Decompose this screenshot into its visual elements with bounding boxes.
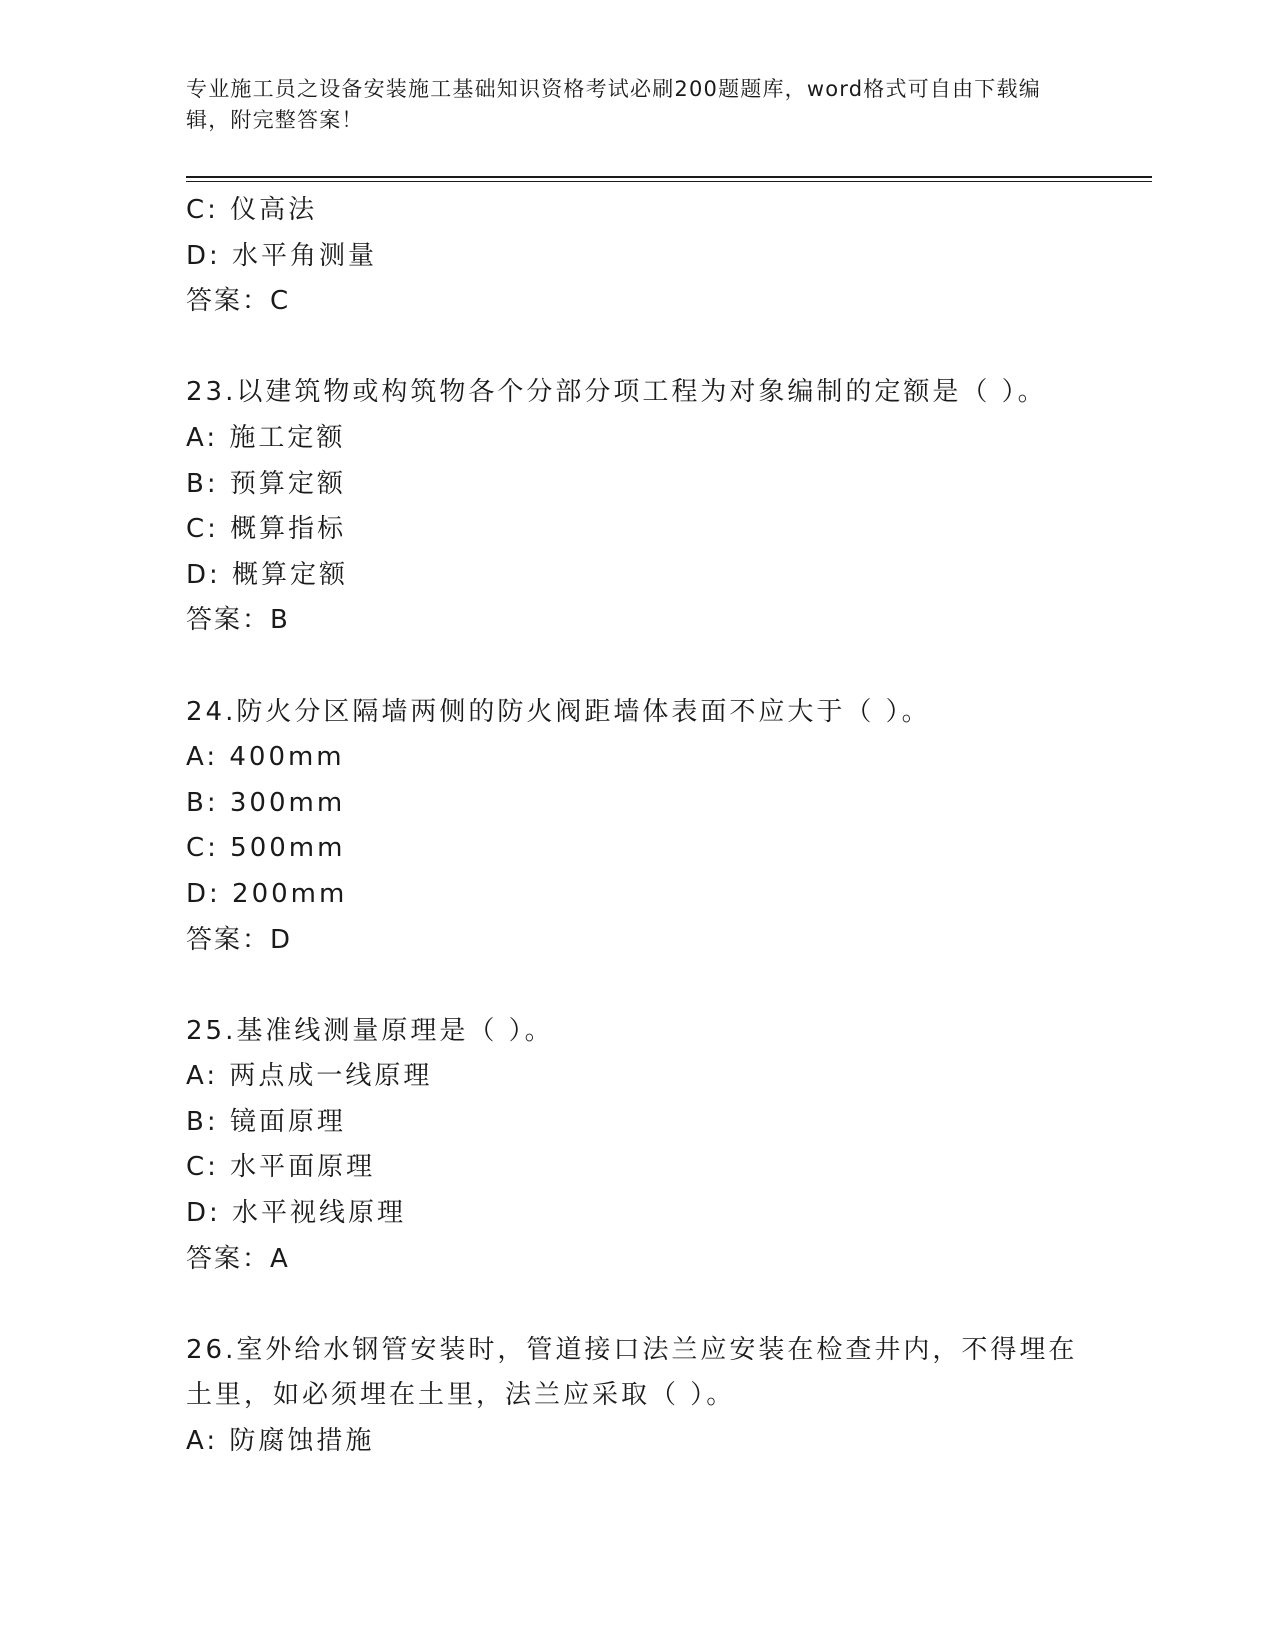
question-stem: 24.防火分区隔墙两侧的防火阀距墙体表面不应大于（ ）。	[186, 696, 931, 727]
page-header: 专业施工员之设备安装施工基础知识资格考试必刷200题题库，word格式可自由下载编辑，附完整答案！	[186, 77, 1041, 132]
question-stem: 23.以建筑物或构筑物各个分部分项工程为对象编制的定额是（ ）。	[186, 377, 1047, 408]
option-d: D: 水平角测量	[186, 240, 378, 271]
option-c: C: 500mm	[186, 833, 346, 864]
question-26	[186, 1328, 1086, 1465]
question-23	[186, 370, 1086, 644]
question-list	[186, 188, 1086, 1465]
option-d: D: 水平视线原理	[186, 1198, 407, 1229]
option-d: D: 概算定额	[186, 559, 349, 590]
option-b: B: 镜面原理	[186, 1106, 346, 1137]
question-25	[186, 1009, 1086, 1283]
option-a: A: 防腐蚀措施	[186, 1426, 375, 1457]
option-a: A: 400mm	[186, 742, 345, 773]
question-stem: 25.基准线测量原理是（ ）。	[186, 1015, 554, 1046]
answer-label: 答案：C	[186, 286, 291, 317]
option-d: D: 200mm	[186, 878, 348, 909]
option-c: C: 仪高法	[186, 195, 318, 225]
answer-label: 答案：B	[186, 605, 290, 636]
answer-label: 答案：D	[186, 924, 293, 955]
option-b: B: 300mm	[186, 787, 346, 818]
option-c: C: 水平面原理	[186, 1152, 376, 1183]
option-c: C: 概算指标	[186, 514, 347, 545]
answer-label: 答案：A	[186, 1243, 290, 1274]
question-24	[186, 690, 1086, 964]
option-a: A: 施工定额	[186, 422, 346, 453]
header-divider-thin	[186, 181, 1152, 182]
question-stem: 26.室外给水钢管安装时，管道接口法兰应安装在检查井内，不得埋在土里，如必须埋在土里，法兰应采取（ ）。	[186, 1334, 1078, 1411]
header-divider	[186, 176, 1152, 178]
option-b: B: 预算定额	[186, 468, 346, 499]
option-a: A: 两点成一线原理	[186, 1061, 433, 1092]
question-carryover	[186, 188, 1086, 325]
